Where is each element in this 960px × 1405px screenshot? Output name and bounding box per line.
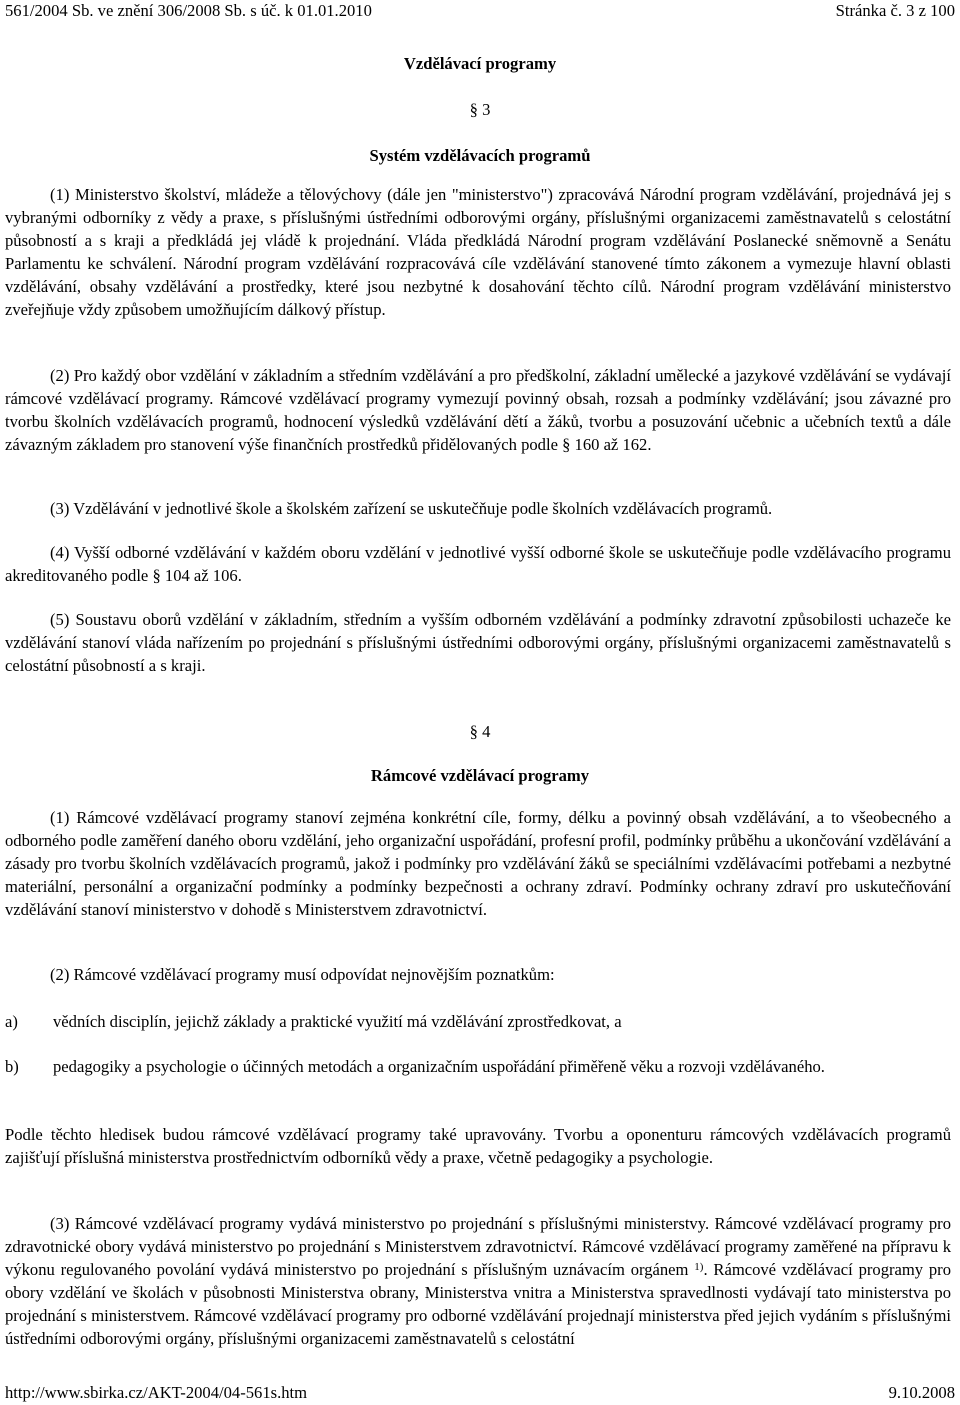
page-header bbox=[5, 0, 955, 22]
section-3-paragraph-5: (5) Soustavu oborů vzdělání v základním, středním a vyšším odborném vzdělávání a podmínky zdravotní způsobilosti uchazeče ke vzdělávání stanoví vláda nařízením po projednání s příslušnými ústředními odborovými orgány, příslušnými organizacemi zaměstnavatelů s celostátní působností a s kraji. bbox=[5, 610, 951, 675]
section-4-title: Rámcové vzdělávací programy bbox=[370, 766, 590, 785]
list-item-text: vědních disciplín, jejichž základy a praktické využití má vzdělávání zprostředkovat, a bbox=[53, 1012, 622, 1031]
paragraph-3-text-part-1: (3) Rámcové vzdělávací programy vydává ministerstvo po projednání s příslušnými ministerstvy. Rámcové vzdělávací programy pro zdravotnické obory vydává ministerstvo po projednání s Ministerstvem zdravotnictví. Rámcové vzdělávací programy zaměřené na přípravu k výkonu regulovaného povolání vydává ministerstvo po projednání s příslušným uznávacím orgánem bbox=[5, 1214, 951, 1279]
footer-date: 9.10.2008 bbox=[888, 1383, 955, 1402]
footer-url: http://www.sbirka.cz/AKT-2004/04-561s.htm bbox=[5, 1383, 308, 1402]
section-3-paragraph-2: (2) Pro každý obor vzdělání v základním a středním vzdělávání a pro předškolní, základní umělecké a jazykové vzdělávání se vydávají rámcové vzdělávací programy. Rámcové vzdělávací programy vymezují povinný obsah, rozsah a podmínky vzdělávání; jsou závazné pro tvorbu školních vzdělávacích programů, hodnocení výsledků vzdělávání dětí a žáků, tvorbu a posuzování učebnic a učebních textů a dále závazným základem pro stanovení výše finančních prostředků přidělovaných podle § 160 až 162. bbox=[5, 366, 951, 454]
list-item-label: b) bbox=[5, 1057, 19, 1076]
section-4-paragraph-2-continuation: Podle těchto hledisek budou rámcové vzdělávací programy také upravovány. Tvorbu a oponenturu rámcových vzdělávacích programů zajišťují příslušná ministerstva prostřednictvím odborníků vědy a praxe, včetně pedagogiky a psychologie. bbox=[5, 1125, 951, 1167]
section-4-paragraph-2-intro: (2) Rámcové vzdělávací programy musí odpovídat nejnovějším poznatkům: bbox=[50, 965, 555, 984]
section-4-paragraph-1: (1) Rámcové vzdělávací programy stanoví zejména konkrétní cíle, formy, délku a povinný obsah vzdělávání, a to všeobecného a odborného podle zaměření daného oboru vzdělání, jeho organizační uspořádání, profesní profil, podmínky průběhu a ukončování vzdělávání a zásady pro tvorbu školních vzdělávacích programů, jakož i podmínky pro vzdělávání žáků se speciálními vzdělávacími potřebami a nezbytné materiální, personální a organizační podmínky a podmínky bezpečnosti a ochrany zdraví. Podmínky ochrany zdraví pro uskutečňování vzdělávání stanoví ministerstvo v dohodě s Ministerstvem zdravotnictví. bbox=[5, 808, 951, 919]
header-document-reference: 561/2004 Sb. ve znění 306/2008 Sb. s úč. k 01.01.2010 bbox=[5, 1, 372, 20]
chapter-title: Vzdělávací programy bbox=[403, 54, 557, 73]
list-item-text: pedagogiky a psychologie o účinných metodách a organizačním uspořádání přiměřeně věku a rozvoji vzdělávaného. bbox=[53, 1057, 825, 1076]
page-footer bbox=[5, 1382, 955, 1404]
header-page-number: Stránka č. 3 z 100 bbox=[835, 1, 955, 20]
section-4-paragraph-3 bbox=[5, 1212, 951, 1350]
section-3-paragraph-1: (1) Ministerstvo školství, mládeže a tělovýchovy (dále jen "ministerstvo") zpracovává Národní program vzdělávání, projednává jej s vybranými odborníky z vědy a praxe, s příslušnými ústředními odborovými orgány, příslušnými organizacemi zaměstnavatelů s celostátní působností a s kraji a předkládá jej vládě k projednání. Vláda předkládá Národní program vzdělávání Poslanecké sněmovně a Senátu Parlamentu ke schválení. Národní program vzdělávání rozpracovává cíle vzdělávání stanovené tímto zákonem a vymezuje hlavní oblasti vzdělávání, obsahy vzdělávání a prostředky, které jsou nezbytné k dosahování těchto cílů. Národní program vzdělávání ministerstvo zveřejňuje vždy způsobem umožňujícím dálkový přístup. bbox=[5, 185, 951, 319]
section-3-number: § 3 bbox=[469, 100, 491, 119]
section-3-paragraph-4: (4) Vyšší odborné vzdělávání v každém oboru vzdělání v jednotlivé vyšší odborné škole se uskutečňuje podle vzdělávacího programu akreditovaného podle § 104 až 106. bbox=[5, 543, 951, 585]
section-3-title: Systém vzdělávacích programů bbox=[369, 146, 591, 165]
section-4-number: § 4 bbox=[469, 722, 491, 741]
paragraph-3-text-part-2: . Rámcové vzdělávací programy pro obory vzdělání ve školách v působnosti Ministerstva obrany, Ministerstva vnitra a Ministerstva spravedlnosti vydávají tato ministerstva po projednání s ministerstvem. Rámcové vzdělávací programy pro odborné vzdělávání projednají ministerstva před jejich vydáním s příslušnými ústředními odborovými orgány, příslušnými organizacemi zaměstnavatelů s celostátní bbox=[5, 1260, 951, 1348]
section-3-paragraph-3: (3) Vzdělávání v jednotlivé škole a školském zařízení se uskutečňuje podle školních vzdělávacích programů. bbox=[50, 499, 773, 518]
footnote-reference[interactable]: 1) bbox=[694, 1261, 704, 1273]
list-item-label: a) bbox=[5, 1012, 18, 1031]
